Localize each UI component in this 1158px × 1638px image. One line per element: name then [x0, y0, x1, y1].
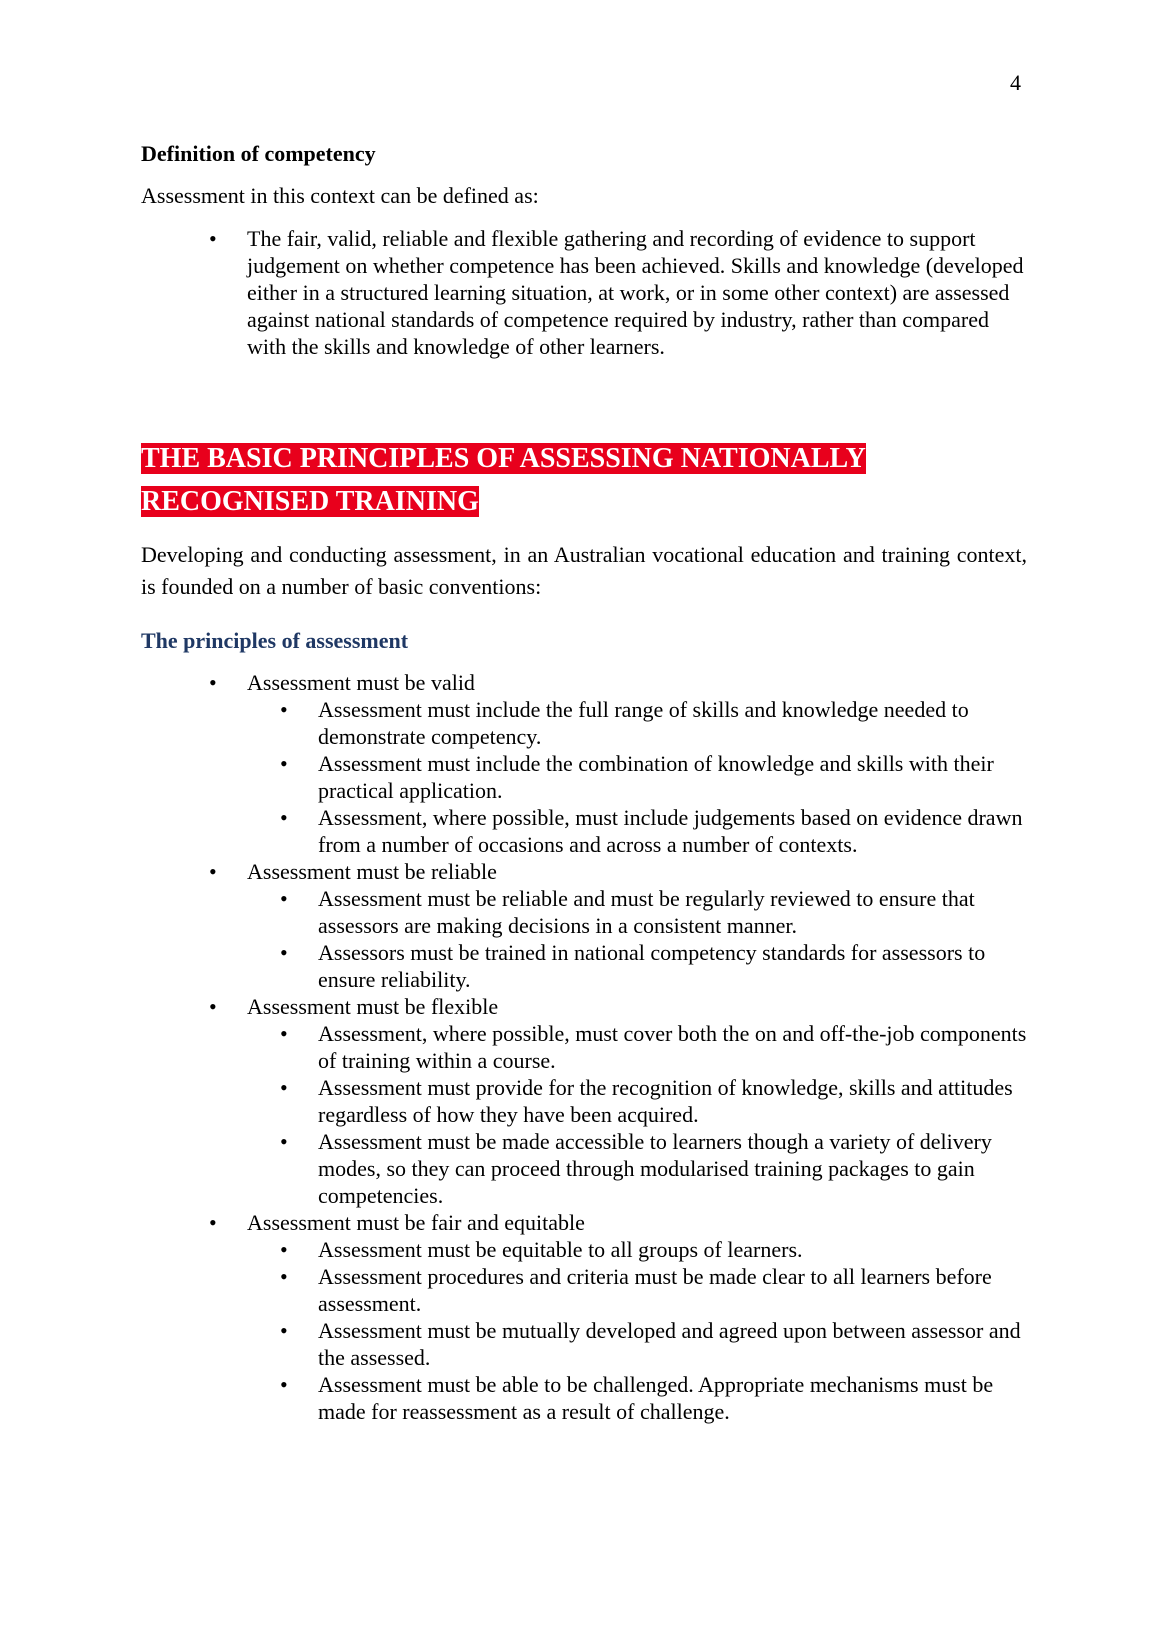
principle-label: Assessment must be fair and equitable [247, 1210, 585, 1235]
list-item: • Assessment must include the combination of knowledge and skills with their practical application. [247, 750, 1027, 804]
principle-flexible [141, 993, 1027, 1209]
page-number: 4 [1010, 70, 1021, 95]
list-item: • Assessment, where possible, must include judgements based on evidence drawn from a number of occasions and across a number of contexts. [247, 804, 1027, 858]
list-item: • Assessment must provide for the recognition of knowledge, skills and attitudes regardless of how they have been acquired. [247, 1074, 1027, 1128]
definition-heading: Definition of competency [141, 141, 376, 166]
list-item: • The fair, valid, reliable and flexible gathering and recording of evidence to support judgement on whether competence has been achieved. Skills and knowledge (developed either in a structured learning situation, at work, or in some other context) are assessed against national standards of competence required by industry, rather than compared with the skills and knowledge of other learners. [141, 225, 1027, 360]
principle-label: Assessment must be valid [247, 670, 475, 695]
principle-reliable [141, 858, 1027, 993]
list-item: • Assessment must be reliable and must be regularly reviewed to ensure that assessors are making decisions in a consistent manner. [247, 885, 1027, 939]
principles-heading-text: THE BASIC PRINCIPLES OF ASSESSING NATIONALLY RECOGNISED TRAINING [141, 443, 866, 517]
principle-label: Assessment must be flexible [247, 994, 499, 1019]
principles-subheading: The principles of assessment [141, 628, 409, 653]
definition-list [141, 225, 1027, 360]
principles-intro: Developing and conducting assessment, in an Australian vocational education and training context, is founded on a number of basic conventions: [141, 542, 1027, 599]
list-item: • Assessment procedures and criteria must be made clear to all learners before assessment. [247, 1263, 1027, 1317]
principle-label: Assessment must be reliable [247, 859, 497, 884]
principle-points [247, 1020, 1027, 1209]
principles-list [141, 669, 1027, 1425]
principle-points [247, 885, 1027, 993]
list-item: • Assessment must be equitable to all groups of learners. [247, 1236, 1027, 1263]
list-item: • Assessment, where possible, must cover both the on and off-the-job components of training within a course. [247, 1020, 1027, 1074]
principles-heading [141, 437, 1027, 523]
list-item: • Assessors must be trained in national competency standards for assessors to ensure reliability. [247, 939, 1027, 993]
principle-fair [141, 1209, 1027, 1425]
list-item: • Assessment must include the full range of skills and knowledge needed to demonstrate competency. [247, 696, 1027, 750]
list-item: • Assessment must be mutually developed and agreed upon between assessor and the assessed. [247, 1317, 1027, 1371]
principle-valid [141, 669, 1027, 858]
definition-intro: Assessment in this context can be defined as: [141, 183, 539, 208]
principle-points [247, 696, 1027, 858]
list-item: • Assessment must be made accessible to learners though a variety of delivery modes, so they can proceed through modularised training packages to gain competencies. [247, 1128, 1027, 1209]
document-body [141, 140, 1027, 1425]
list-item: • Assessment must be able to be challenged. Appropriate mechanisms must be made for reassessment as a result of challenge. [247, 1371, 1027, 1425]
principle-points [247, 1236, 1027, 1425]
